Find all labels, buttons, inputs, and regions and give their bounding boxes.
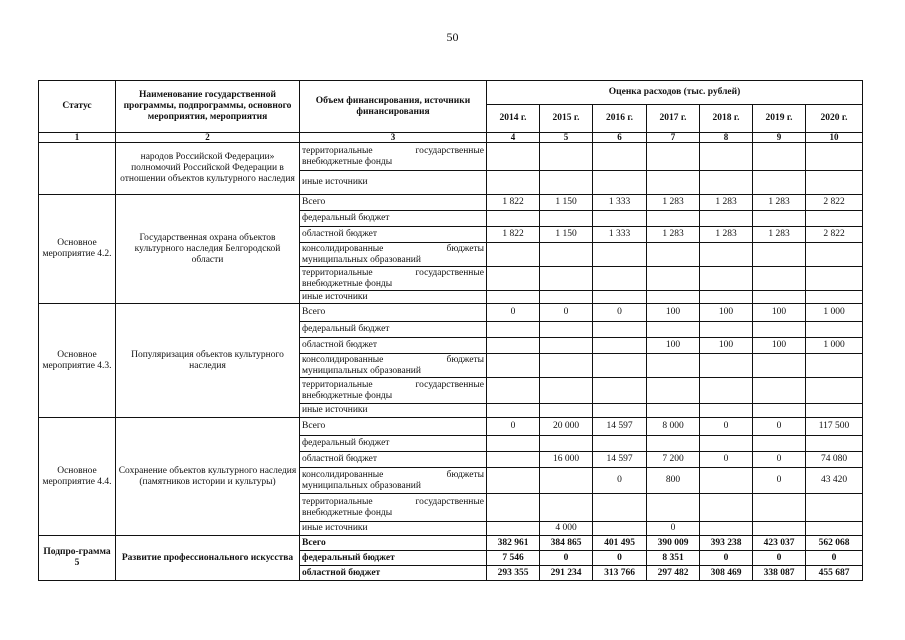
- page-number: 50: [446, 30, 459, 44]
- empty-cell: [700, 404, 753, 418]
- header-estimate: Оценка расходов (тыс. рублей): [487, 81, 863, 105]
- amount-cell: 800: [647, 468, 700, 494]
- empty-cell: [753, 243, 806, 267]
- source-total: Всего: [300, 195, 487, 211]
- amount-cell: 100: [647, 304, 700, 322]
- empty-cell: [753, 267, 806, 291]
- empty-cell: [753, 171, 806, 195]
- amount-cell: 8 351: [647, 551, 700, 566]
- amount-cell: 7 200: [647, 452, 700, 468]
- empty-cell: [647, 436, 700, 452]
- status-cell: Основное мероприятие 4.2.: [39, 195, 116, 304]
- empty-cell: [487, 171, 540, 195]
- source-other: иные источники: [300, 291, 487, 304]
- source-territorial: территориальные государственные внебюджетные фонды: [300, 494, 487, 522]
- empty-cell: [647, 404, 700, 418]
- amount-cell: 455 687: [806, 566, 863, 581]
- empty-cell: [540, 436, 593, 452]
- empty-cell: [487, 378, 540, 404]
- amount-cell: 0: [647, 522, 700, 536]
- empty-cell: [806, 404, 863, 418]
- empty-cell: [647, 143, 700, 171]
- empty-cell: [647, 171, 700, 195]
- source-consolidated: консолидированные бюджеты муниципальных образований: [300, 243, 487, 267]
- empty-cell: [540, 354, 593, 378]
- amount-cell: [700, 522, 753, 536]
- empty-cell: [806, 243, 863, 267]
- amount-cell: 1 283: [753, 195, 806, 211]
- amount-cell: 14 597: [593, 452, 647, 468]
- amount-cell: 393 238: [700, 536, 753, 551]
- source-federal: федеральный бюджет: [300, 551, 487, 566]
- empty-cell: [806, 291, 863, 304]
- amount-cell: 100: [753, 304, 806, 322]
- empty-cell: [647, 243, 700, 267]
- amount-cell: 0: [700, 551, 753, 566]
- header-funding: Объем финансирования, источники финансирования: [300, 81, 487, 133]
- header-year: 2016 г.: [593, 105, 647, 133]
- source-territorial: территориальные государственные внебюджетные фонды: [300, 143, 487, 171]
- amount-cell: 384 865: [540, 536, 593, 551]
- empty-cell: [540, 291, 593, 304]
- empty-cell: [593, 322, 647, 338]
- column-number: 1: [39, 133, 116, 143]
- amount-cell: 2 822: [806, 227, 863, 243]
- amount-cell: [593, 211, 647, 227]
- column-number: 6: [593, 133, 647, 143]
- amount-cell: 100: [700, 304, 753, 322]
- amount-cell: 0: [700, 452, 753, 468]
- amount-cell: 0: [753, 452, 806, 468]
- empty-cell: [647, 267, 700, 291]
- empty-cell: [700, 267, 753, 291]
- empty-cell: [753, 378, 806, 404]
- source-regional: областной бюджет: [300, 566, 487, 581]
- column-number: 8: [700, 133, 753, 143]
- column-number: 3: [300, 133, 487, 143]
- empty-cell: [487, 354, 540, 378]
- amount-cell: 1 283: [700, 227, 753, 243]
- amount-cell: 0: [487, 304, 540, 322]
- status-cell: Подпро-грамма 5: [39, 536, 116, 581]
- amount-cell: 100: [753, 338, 806, 354]
- header-year: 2018 г.: [700, 105, 753, 133]
- activity-name: Государственная охрана объектов культурного наследия Белгородской области: [116, 195, 300, 304]
- header-year: 2015 г.: [540, 105, 593, 133]
- empty-cell: [700, 243, 753, 267]
- empty-cell: [487, 436, 540, 452]
- source-regional: областной бюджет: [300, 227, 487, 243]
- amount-cell: 1 822: [487, 195, 540, 211]
- activity-name: Популяризация объектов культурного наследия: [116, 304, 300, 418]
- empty-cell: [700, 143, 753, 171]
- amount-cell: 74 080: [806, 452, 863, 468]
- empty-cell: [806, 171, 863, 195]
- activity-name: Сохранение объектов культурного наследия (памятников истории и культуры): [116, 418, 300, 536]
- source-territorial: территориальные государственные внебюджетные фонды: [300, 267, 487, 291]
- empty-cell: [593, 494, 647, 522]
- amount-cell: 308 469: [700, 566, 753, 581]
- empty-cell: [487, 404, 540, 418]
- empty-cell: [593, 143, 647, 171]
- empty-cell: [487, 322, 540, 338]
- status-cell: [39, 143, 116, 195]
- amount-cell: [806, 522, 863, 536]
- amount-cell: 0: [540, 304, 593, 322]
- amount-cell: 1 000: [806, 304, 863, 322]
- amount-cell: [540, 338, 593, 354]
- empty-cell: [487, 291, 540, 304]
- amount-cell: 1 150: [540, 195, 593, 211]
- amount-cell: 1 333: [593, 227, 647, 243]
- amount-cell: 0: [593, 304, 647, 322]
- amount-cell: [540, 468, 593, 494]
- amount-cell: [806, 211, 863, 227]
- column-number: 2: [116, 133, 300, 143]
- amount-cell: 0: [753, 468, 806, 494]
- amount-cell: 117 500: [806, 418, 863, 436]
- amount-cell: [753, 211, 806, 227]
- amount-cell: 0: [753, 551, 806, 566]
- amount-cell: 43 420: [806, 468, 863, 494]
- empty-cell: [540, 171, 593, 195]
- header-year: 2020 г.: [806, 105, 863, 133]
- empty-cell: [753, 322, 806, 338]
- amount-cell: 562 068: [806, 536, 863, 551]
- amount-cell: 7 546: [487, 551, 540, 566]
- amount-cell: [593, 522, 647, 536]
- amount-cell: 297 482: [647, 566, 700, 581]
- empty-cell: [806, 143, 863, 171]
- amount-cell: [753, 522, 806, 536]
- amount-cell: [487, 338, 540, 354]
- empty-cell: [806, 436, 863, 452]
- amount-cell: 20 000: [540, 418, 593, 436]
- amount-cell: [700, 468, 753, 494]
- empty-cell: [540, 267, 593, 291]
- empty-cell: [593, 243, 647, 267]
- amount-cell: 0: [700, 418, 753, 436]
- source-federal: федеральный бюджет: [300, 211, 487, 227]
- empty-cell: [487, 243, 540, 267]
- activity-name: народов Российской Федерации» полномочий Российской Федерации в отношении объектов культурного наследия: [116, 143, 300, 195]
- source-regional: областной бюджет: [300, 452, 487, 468]
- empty-cell: [593, 291, 647, 304]
- source-other: иные источники: [300, 522, 487, 536]
- amount-cell: 0: [806, 551, 863, 566]
- empty-cell: [540, 494, 593, 522]
- empty-cell: [487, 267, 540, 291]
- source-other: иные источники: [300, 404, 487, 418]
- amount-cell: 14 597: [593, 418, 647, 436]
- source-total: Всего: [300, 418, 487, 436]
- source-federal: федеральный бюджет: [300, 436, 487, 452]
- empty-cell: [647, 354, 700, 378]
- empty-cell: [487, 143, 540, 171]
- amount-cell: 1 000: [806, 338, 863, 354]
- empty-cell: [753, 436, 806, 452]
- empty-cell: [753, 354, 806, 378]
- header-status: Статус: [39, 81, 116, 133]
- amount-cell: 1 283: [647, 227, 700, 243]
- empty-cell: [753, 404, 806, 418]
- empty-cell: [700, 436, 753, 452]
- status-cell: Основное мероприятие 4.3.: [39, 304, 116, 418]
- empty-cell: [540, 243, 593, 267]
- empty-cell: [806, 354, 863, 378]
- amount-cell: 0: [593, 468, 647, 494]
- amount-cell: 0: [487, 418, 540, 436]
- amount-cell: 0: [753, 418, 806, 436]
- column-number-row: [39, 133, 863, 143]
- amount-cell: 423 037: [753, 536, 806, 551]
- subprogram-name: Развитие профессионального искусства: [116, 536, 300, 581]
- empty-cell: [540, 378, 593, 404]
- source-total: Всего: [300, 536, 487, 551]
- empty-cell: [806, 378, 863, 404]
- amount-cell: 0: [593, 551, 647, 566]
- amount-cell: [487, 452, 540, 468]
- amount-cell: 1 150: [540, 227, 593, 243]
- source-consolidated: консолидированные бюджеты муниципальных образований: [300, 468, 487, 494]
- column-number: 5: [540, 133, 593, 143]
- empty-cell: [700, 494, 753, 522]
- amount-cell: [593, 338, 647, 354]
- amount-cell: 2 822: [806, 195, 863, 211]
- status-cell: Основное мероприятие 4.4.: [39, 418, 116, 536]
- header-name: Наименование государственной программы, подпрограммы, основного мероприятия, мероприятия: [116, 81, 300, 133]
- amount-cell: 16 000: [540, 452, 593, 468]
- empty-cell: [540, 322, 593, 338]
- column-number: 7: [647, 133, 700, 143]
- amount-cell: [487, 522, 540, 536]
- empty-cell: [593, 378, 647, 404]
- amount-cell: [540, 211, 593, 227]
- empty-cell: [753, 143, 806, 171]
- empty-cell: [540, 143, 593, 171]
- amount-cell: 100: [647, 338, 700, 354]
- empty-cell: [806, 322, 863, 338]
- amount-cell: 291 234: [540, 566, 593, 581]
- amount-cell: 293 355: [487, 566, 540, 581]
- source-consolidated: консолидированные бюджеты муниципальных образований: [300, 354, 487, 378]
- empty-cell: [593, 436, 647, 452]
- amount-cell: 8 000: [647, 418, 700, 436]
- amount-cell: [647, 211, 700, 227]
- empty-cell: [540, 404, 593, 418]
- empty-cell: [647, 291, 700, 304]
- column-number: 10: [806, 133, 863, 143]
- empty-cell: [593, 267, 647, 291]
- empty-cell: [593, 404, 647, 418]
- amount-cell: [487, 468, 540, 494]
- amount-cell: 390 009: [647, 536, 700, 551]
- amount-cell: 338 087: [753, 566, 806, 581]
- empty-cell: [806, 494, 863, 522]
- amount-cell: 1 283: [647, 195, 700, 211]
- empty-cell: [753, 494, 806, 522]
- source-other: иные источники: [300, 171, 487, 195]
- empty-cell: [647, 322, 700, 338]
- amount-cell: 401 495: [593, 536, 647, 551]
- empty-cell: [806, 267, 863, 291]
- amount-cell: [700, 211, 753, 227]
- amount-cell: 382 961: [487, 536, 540, 551]
- amount-cell: 100: [700, 338, 753, 354]
- empty-cell: [700, 354, 753, 378]
- header-year: 2014 г.: [487, 105, 540, 133]
- empty-cell: [487, 494, 540, 522]
- amount-cell: 1 283: [700, 195, 753, 211]
- expenditure-table: [38, 80, 863, 581]
- amount-cell: 1 822: [487, 227, 540, 243]
- header-year: 2017 г.: [647, 105, 700, 133]
- source-federal: федеральный бюджет: [300, 322, 487, 338]
- empty-cell: [700, 291, 753, 304]
- empty-cell: [700, 171, 753, 195]
- empty-cell: [593, 354, 647, 378]
- amount-cell: 1 283: [753, 227, 806, 243]
- empty-cell: [753, 291, 806, 304]
- column-number: 4: [487, 133, 540, 143]
- source-territorial: территориальные государственные внебюджетные фонды: [300, 378, 487, 404]
- amount-cell: 313 766: [593, 566, 647, 581]
- column-number: 9: [753, 133, 806, 143]
- empty-cell: [647, 494, 700, 522]
- amount-cell: 1 333: [593, 195, 647, 211]
- empty-cell: [647, 378, 700, 404]
- source-regional: областной бюджет: [300, 338, 487, 354]
- empty-cell: [700, 378, 753, 404]
- amount-cell: [487, 211, 540, 227]
- amount-cell: 4 000: [540, 522, 593, 536]
- empty-cell: [593, 171, 647, 195]
- empty-cell: [700, 322, 753, 338]
- header-year: 2019 г.: [753, 105, 806, 133]
- source-total: Всего: [300, 304, 487, 322]
- amount-cell: 0: [540, 551, 593, 566]
